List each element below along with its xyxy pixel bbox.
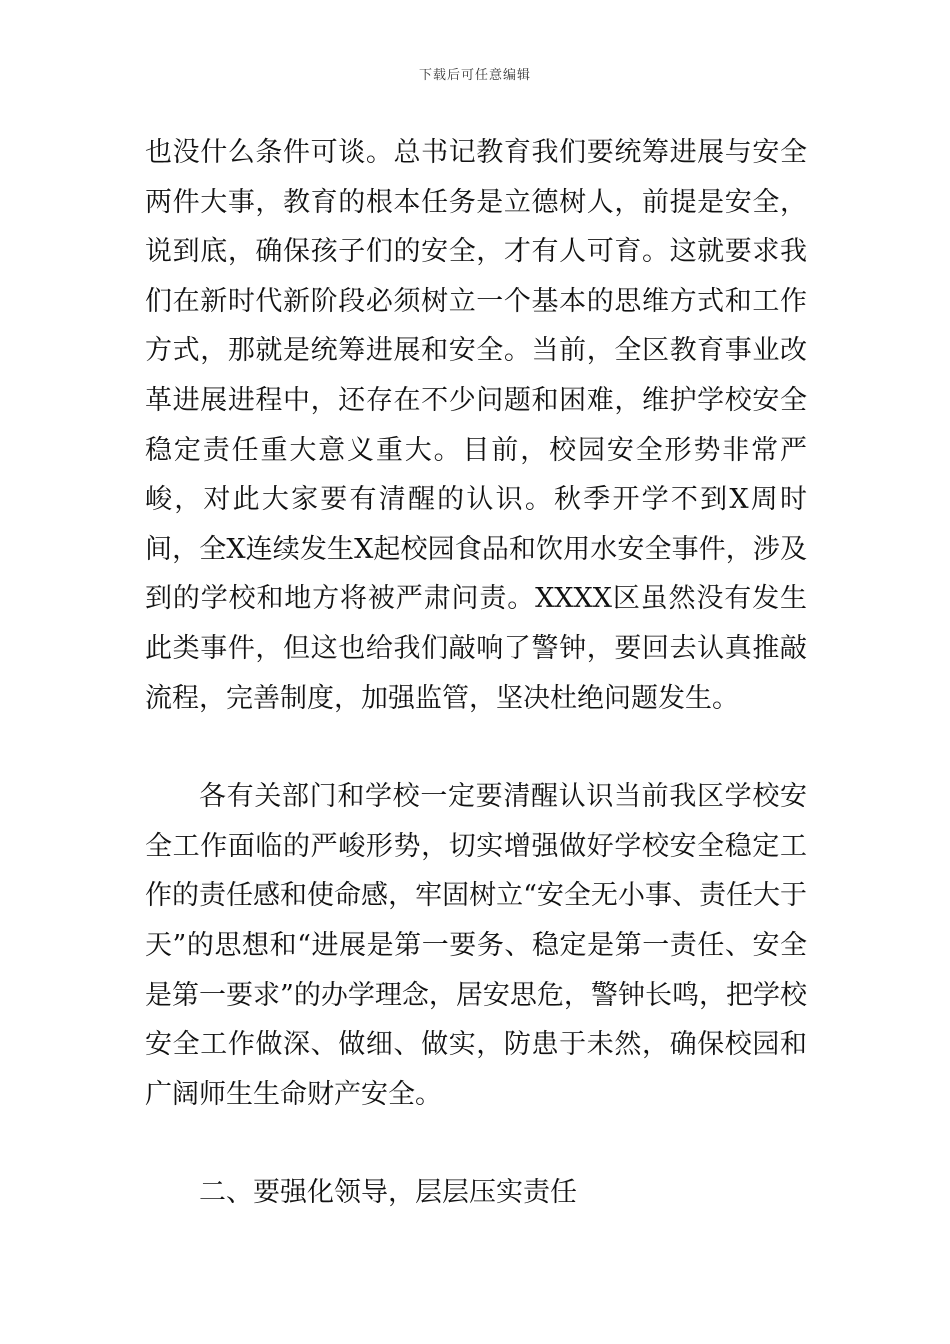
document-body <box>145 128 807 1218</box>
paragraph-2: 各有关部门和学校一定要清醒认识当前我区学校安全工作面临的严峻形势，切实增强做好学校安全稳定工作的责任感和使命感，牢固树立“安全无小事、责任大于天”的思想和“进展是第一要务、稳定是第一责任、安全是第一要求”的办学理念，居安思危，警钟长鸣，把学校安全工作做深、做细、做实，防患于未然，确保校园和广阔师生生命财产安全。 <box>145 781 807 1110</box>
paragraph-1: 也没什么条件可谈。总书记教育我们要统筹进展与安全两件大事，教育的根本任务是立德树人，前提是安全，说到底，确保孩子们的安全，才有人可育。这就要求我们在新时代新阶段必须树立一个基本的思维方式和工作方式，那就是统筹进展和安全。当前，全区教育事业改革进展进程中，还存在不少问题和困难，维护学校安全稳定责任重大意义重大。目前，校园安全形势非常严峻，对此大家要有清醒的认识。秋季开学不到X周时间，全X连续发生X起校园食品和饮用水安全事件，涉及到的学校和地方将被严肃问责。XXXX区虽然没有发生此类事件，但这也给我们敲响了警钟，要回去认真推敲流程，完善制度，加强监管，坚决杜绝问题发生。 <box>145 137 807 714</box>
page-header-note: 下载后可任意编辑 <box>418 68 531 83</box>
section-heading: 二、要强化领导，层层压实责任 <box>199 1177 577 1209</box>
